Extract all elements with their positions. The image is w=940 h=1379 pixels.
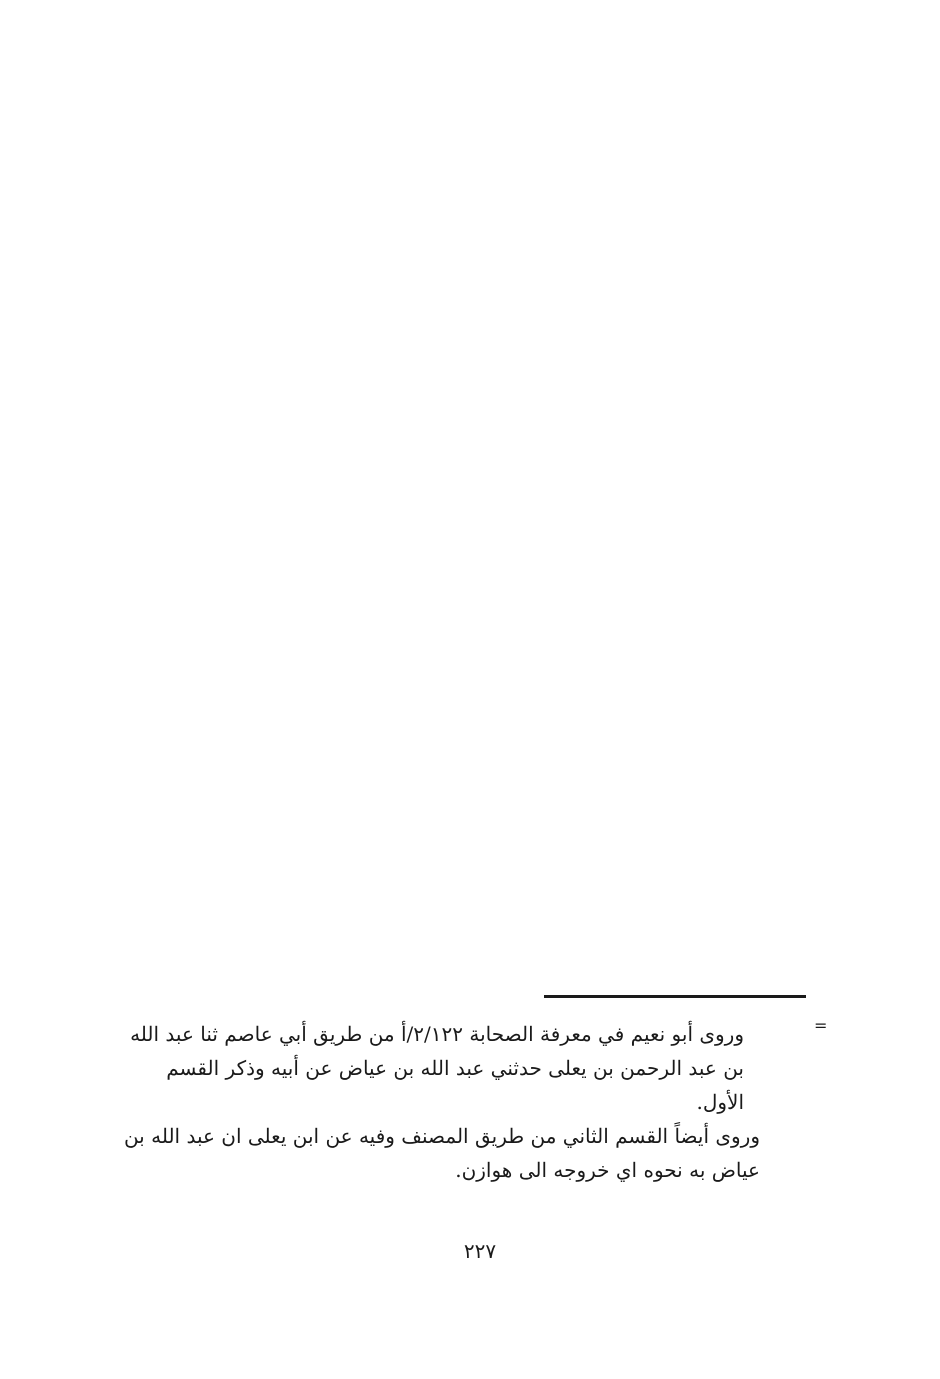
footnote-continuation-mark: = xyxy=(814,1016,828,1035)
page-number: ٢٢٧ xyxy=(463,1239,497,1263)
footnote-separator-rule xyxy=(544,995,806,998)
footnote-block xyxy=(120,1017,760,1187)
footnote-paragraph: وروى أبو نعيم في معرفة الصحابة ٢/١٢٢/أ من طريق أبي عاصم ثنا عبد الله بن عبد الرحمن بن يعلى حدثني عبد الله بن عياض عن أبيه وذكر القسم الأول. xyxy=(130,1022,744,1114)
footnote-paragraph: وروى أيضاً القسم الثاني من طريق المصنف وفيه عن ابن يعلى ان عبد الله بن عياض به نحوه اي خروجه الى هوازن. xyxy=(123,1124,760,1182)
